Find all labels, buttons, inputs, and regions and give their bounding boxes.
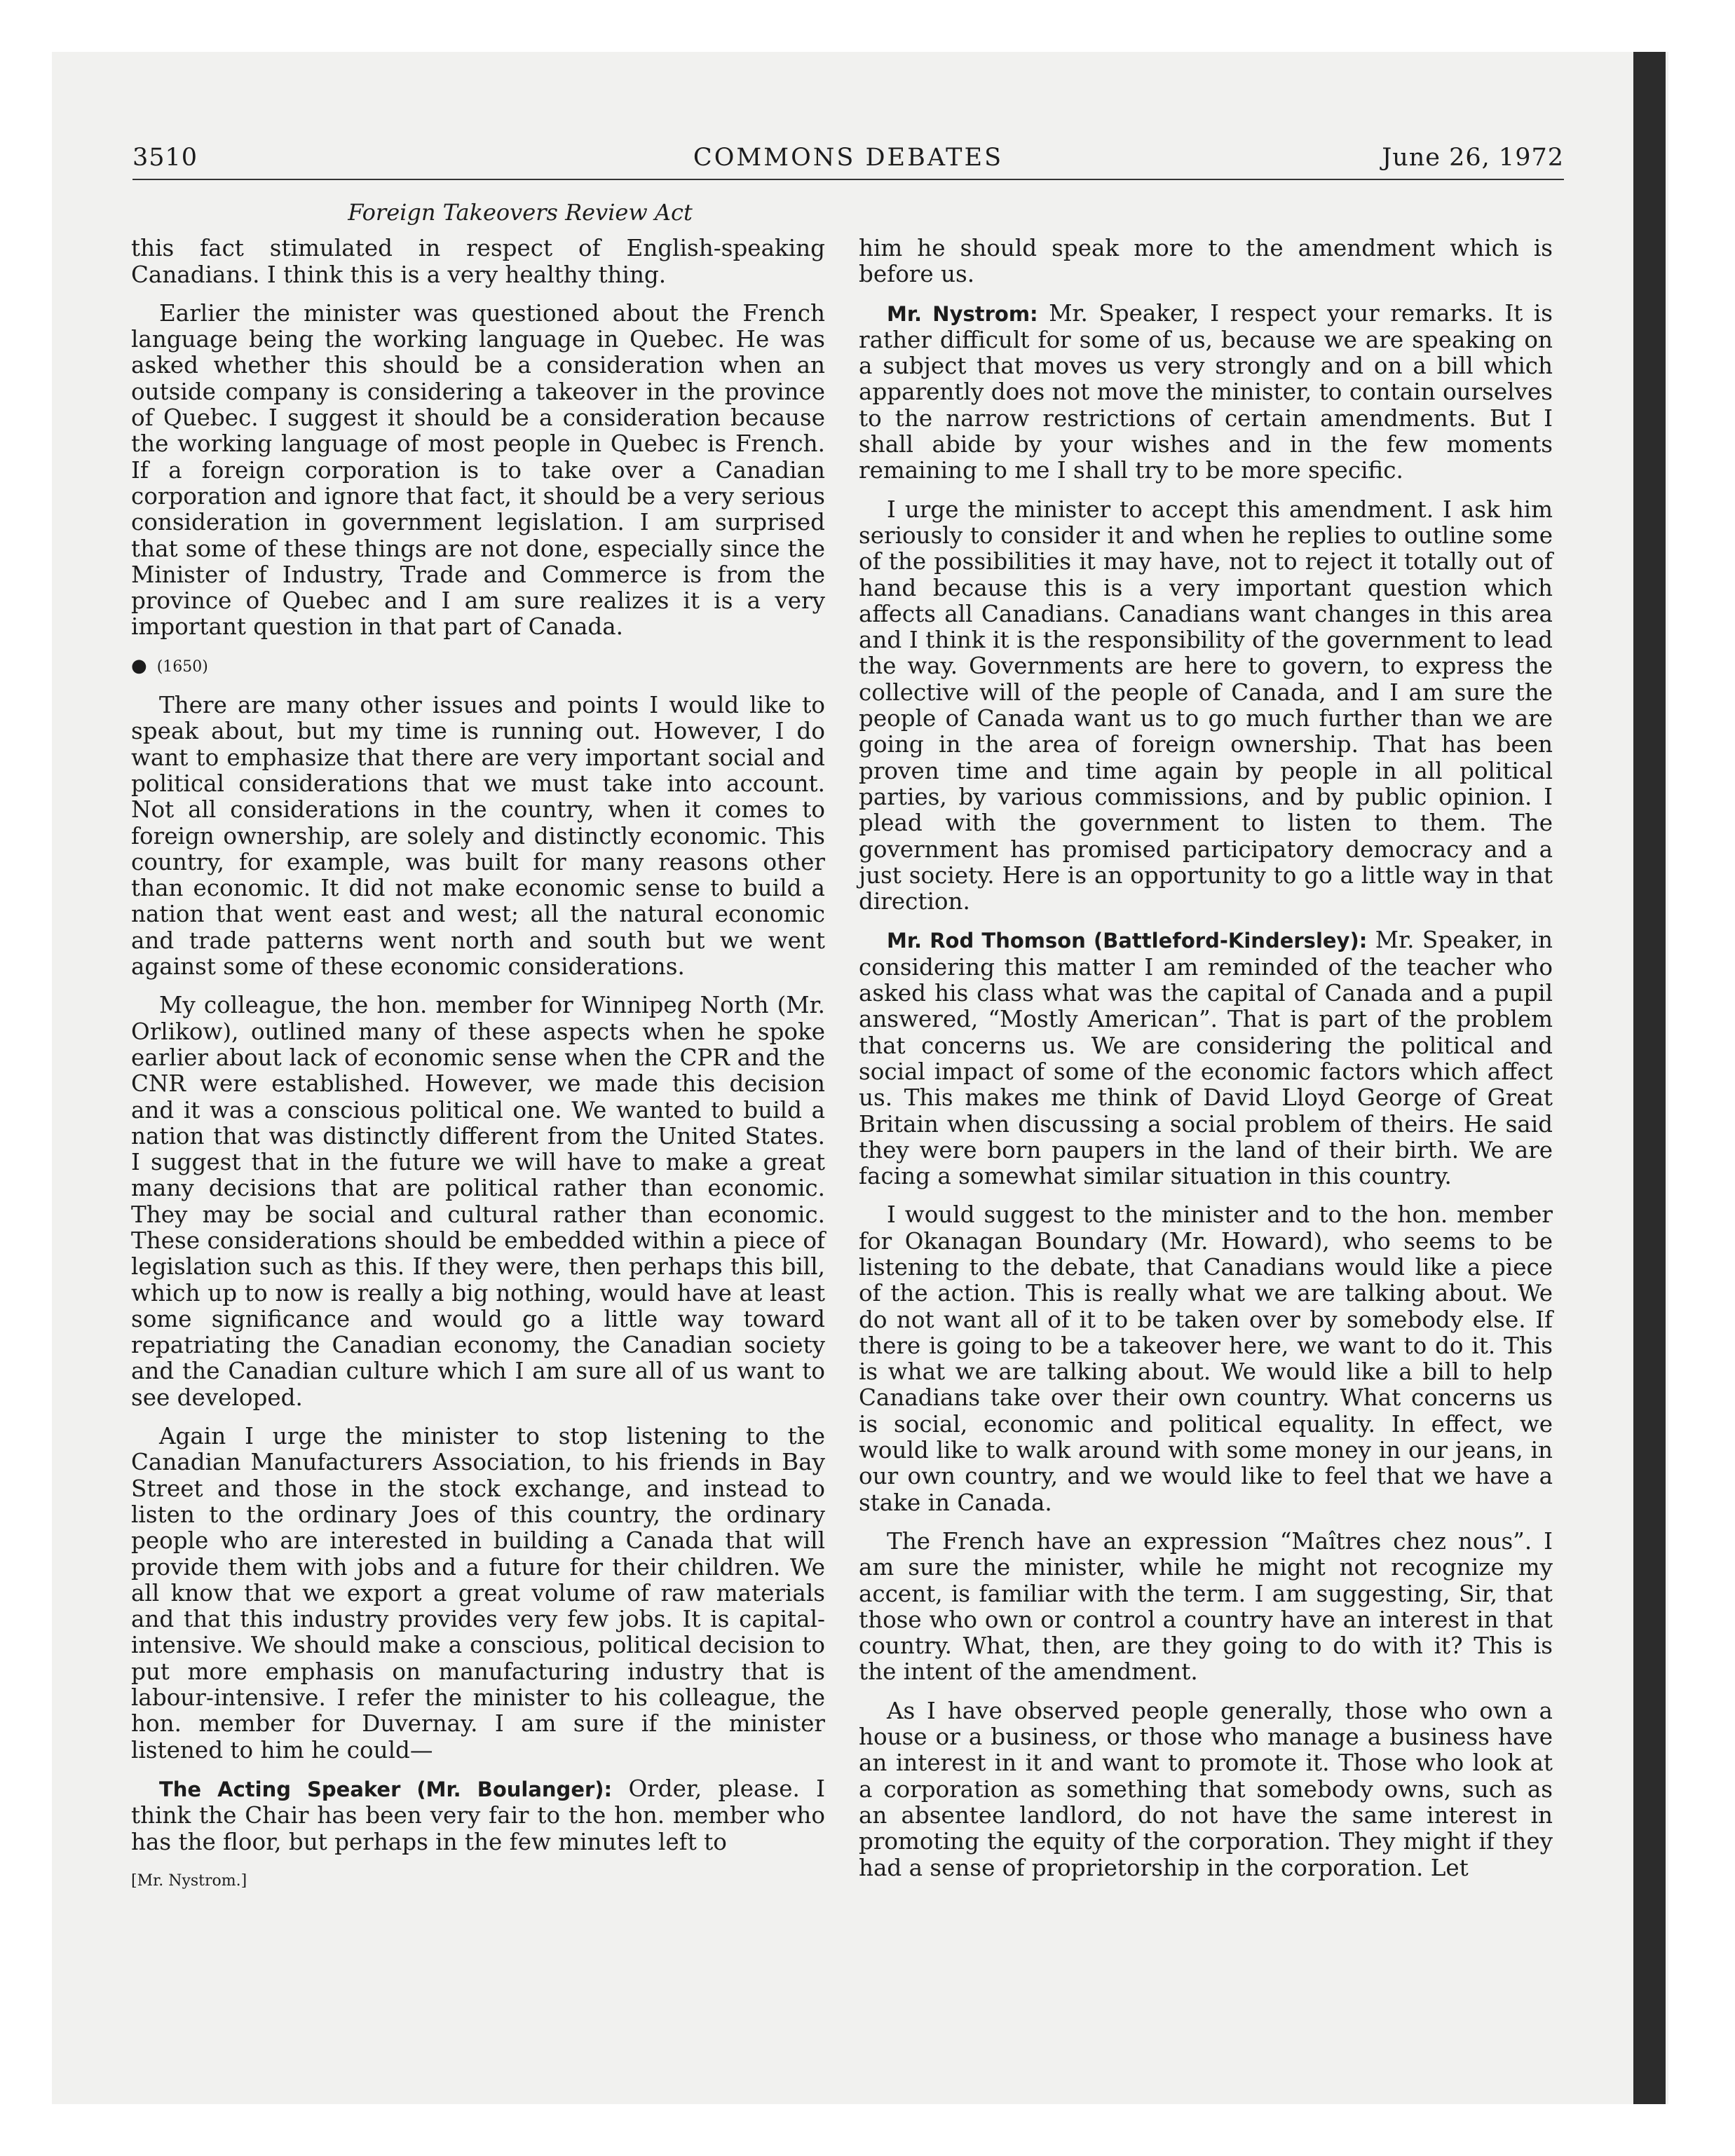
speech-text: Mr. Speaker, I respect your remarks. It is rather difficult for some of us, because we are speaking on a subject that moves us very strongly and on a bill which apparently does not move the minister, to contain ourselves to the narrow restrictions of certain amendments. But I shall abide by your wishes and in the few moments remaining to me I shall try to be more specific. (859, 299, 1553, 484)
left-column (131, 199, 825, 1906)
scan-edge (1633, 52, 1666, 2104)
time-marker-label: (1650) (156, 657, 208, 676)
paragraph: There are many other issues and points I would like to speak about, but my time is running out. However, I do want to emphasize that there are very important social and political considerations that we must take into account. Not all considerations in the country, when it comes to foreign ownership, are solely and distinctly economic. This country, for example, was built for many reasons other than economic. It did not make economic sense to build a nation that went east and west; all the natural economic and trade patterns went north and south but we went against some of these economic considerations. (131, 692, 825, 981)
subject-heading: Foreign Takeovers Review Act (348, 199, 693, 226)
speech-text: Mr. Speaker, in considering this matter I am reminded of the teacher who asked his class what was the capital of Canada and a pupil answered, “Mostly American”. That is part of the problem that concerns us. We are considering the political and social impact of some of the economic factors which affect us. This makes me think of David Lloyd George of Great Britain when discussing a social problem of theirs. He said they were born paupers in the land of their birth. We are facing a somewhat similar situation in this country. (859, 927, 1553, 1190)
publication-title: COMMONS DEBATES (693, 144, 1004, 172)
bullet-icon: ● (131, 655, 147, 676)
paragraph: I urge the minister to accept this amendment. I ask him seriously to consider it and when he replies to outline some of the possibilities it may have, not to reject it totally out of hand because this is a very important question which affects all Canadians. Canadians want changes in this area and I think it is the responsibility of the government to lead the way. Governments are here to govern, to express the collective will of the people of Canada, and I am sure the people of Canada want us to go much further than we are going in the area of foreign ownership. That has been proven time and time again by people in all political parties, by various commissions, and by public opinion. I plead with the government to listen to them. The government has promised participatory democracy and a just society. Here is an opportunity to go a little way in that direction. (859, 496, 1553, 915)
paragraph: My colleague, the hon. member for Winnipeg North (Mr. Orlikow), outlined many of these aspects when he spoke earlier about lack of economic sense when the CPR and the CNR were established. However, we made this decision and it was a conscious political one. We wanted to build a nation that was distinctly different from the United States. I suggest that in the future we will have to make a great many decisions that are political rather than economic. They may be social and cultural rather than economic. These considerations should be embedded within a piece of legislation such as this. If they were, then perhaps this bill, which up to now is really a big nothing, would have at least some significance and would go a little way toward repatriating the Canadian economy, the Canadian society and the Canadian culture which I am sure all of us want to see developed. (131, 992, 825, 1411)
paragraph: Again I urge the minister to stop listening to the Canadian Manufacturers Association, to his friends in Bay Street and those in the stock exchange, and instead to listen to the ordinary Joes of this country, the ordinary people who are interested in building a Canada that will provide them with jobs and a future for their children. We all know that we export a great volume of raw materials and that this industry provides very few jobs. It is capital-intensive. We should make a conscious, political decision to put more emphasis on manufacturing industry that is labour-intensive. I refer the minister to his colleague, the hon. member for Duvernay. I am sure if the minister listened to him he could— (131, 1423, 825, 1763)
paragraph: Earlier the minister was questioned about the French language being the working language in Quebec. He was asked whether this should be a consideration when an outside company is considering a takeover in the province of Quebec. I suggest it should be a consideration because the working language of most people in Quebec is French. If a foreign corporation is to take over a Canadian corporation and ignore that fact, it should be a very serious consideration in government legislation. I am surprised that some of these things are not done, especially since the Minister of Industry, Trade and Commerce is from the province of Quebec and I am sure realizes it is a very important question in that part of Canada. (131, 299, 825, 641)
paragraph: this fact stimulated in respect of English-speaking Canadians. I think this is a very healthy thing. (131, 235, 825, 288)
paragraph: him he should speak more to the amendment which is before us. (859, 235, 1553, 288)
page-header (132, 141, 1564, 180)
paragraph: I would suggest to the minister and to the hon. member for Okanagan Boundary (Mr. Howard), who seems to be listening to the debate, that Canadians would like a piece of the action. This is really what we are talking about. We do not want all of it to be taken over by somebody else. If there is going to be a takeover here, we want to do it. This is what we are talking about. We would like a bill to help Canadians take over their own country. What concerns us is social, economic and political equality. In effect, we would like to walk around with some money in our jeans, in our own country, and we would like to feel that we have a stake in Canada. (859, 1201, 1553, 1516)
speaker-name: Mr. Nystrom: (887, 301, 1038, 326)
paragraph: The French have an expression “Maîtres chez nous”. I am sure the minister, while he might not recognize my accent, is familiar with the term. I am suggesting, Sir, that those who own or control a country have an interest in that country. What, then, are they going to do with it? This is the intent of the amendment. (859, 1527, 1553, 1686)
speech-paragraph (131, 1776, 825, 1855)
speaker-name: Mr. Rod Thomson (Battleford-Kindersley): (887, 929, 1368, 953)
speech-paragraph (859, 301, 1553, 484)
page-date: June 26, 1972 (1382, 144, 1564, 172)
right-column (859, 236, 1553, 1894)
speaker-footnote: [Mr. Nystrom.] (131, 1871, 247, 1890)
page-number: 3510 (132, 144, 198, 172)
time-marker (131, 653, 825, 680)
speaker-name: The Acting Speaker (Mr. Boulanger): (159, 1777, 613, 1801)
paragraph: As I have observed people generally, those who own a house or a business, or those who manage a business have an interest in it and want to promote it. Those who look at a corporation as something that somebody owns, such as an absentee landlord, do not have the same interest in promoting the equity of the corporation. They might if they had a sense of proprietorship in the corporation. Let (859, 1697, 1553, 1881)
speech-text: Order, please. I think the Chair has been very fair to the hon. member who has the floor, but perhaps in the few minutes left to (131, 1775, 825, 1855)
speech-paragraph (859, 927, 1553, 1189)
